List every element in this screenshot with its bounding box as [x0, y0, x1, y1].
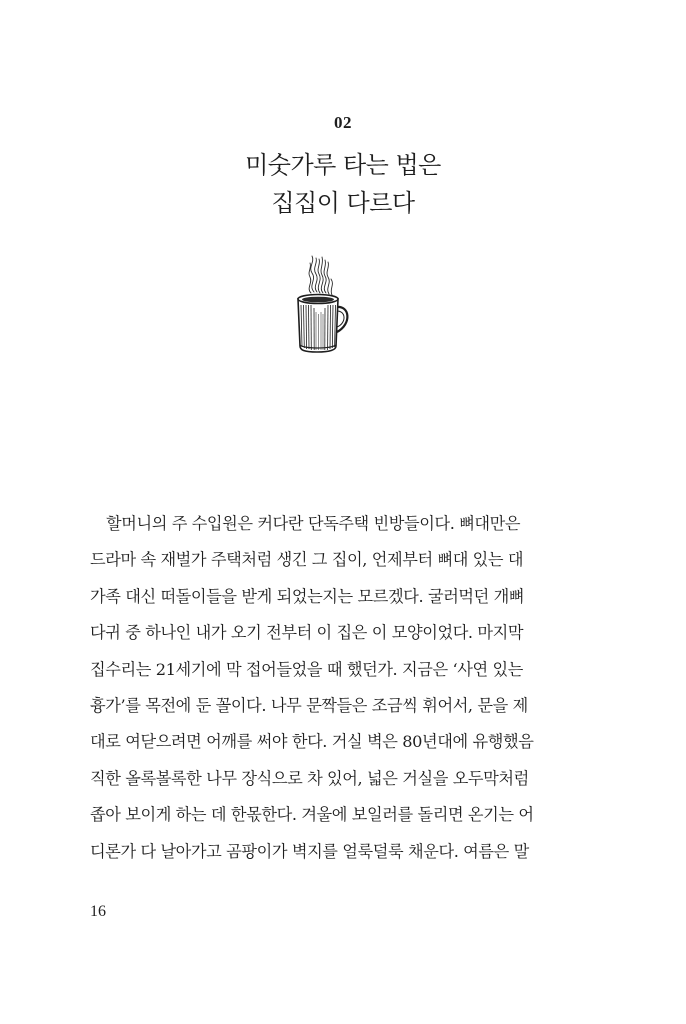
body-paragraph [90, 506, 610, 870]
body-line: 할머니의 주 수입원은 커다란 단독주택 빈방들이다. 뼈대만은 [106, 514, 521, 533]
body-line: 흉가’를 목전에 둔 꼴이다. 나무 문짝들은 조금씩 휘어서, 문을 제 [90, 695, 528, 715]
chapter-title-line: 집집이 다르다 [271, 189, 415, 217]
body-line: 디론가 다 날아가고 곰팡이가 벽지를 얼룩덜룩 채운다. 여름은 말 [90, 841, 529, 861]
body-line: 다귀 중 하나인 내가 오기 전부터 이 집은 이 모양이었다. 마지막 [90, 623, 524, 643]
steaming-mug-icon [290, 252, 356, 354]
body-line: 가족 대신 떠돌이들을 받게 되었는지는 모르겠다. 굴러먹던 개뼈 [90, 586, 525, 606]
body-line: 집수리는 21세기에 막 접어들었을 때 했던가. 지금은 ‘사연 있는 [90, 659, 523, 679]
chapter-title-line: 미숫가루 타는 법은 [245, 151, 441, 179]
body-line: 대로 여닫으려면 어깨를 써야 한다. 거실 벽은 80년대에 유행했음 [90, 732, 534, 752]
chapter-number: 02 [334, 113, 352, 132]
body-line: 드라마 속 재벌가 주택처럼 생긴 그 집이, 언제부터 뼈대 있는 대 [90, 550, 524, 570]
chapter-title [0, 146, 686, 222]
page-number: 16 [90, 903, 106, 920]
body-line: 좁아 보이게 하는 데 한몫한다. 겨울에 보일러를 돌리면 온기는 어 [90, 805, 534, 825]
body-line: 직한 올록볼록한 나무 장식으로 차 있어, 넓은 거실을 오두막처럼 [90, 768, 529, 788]
